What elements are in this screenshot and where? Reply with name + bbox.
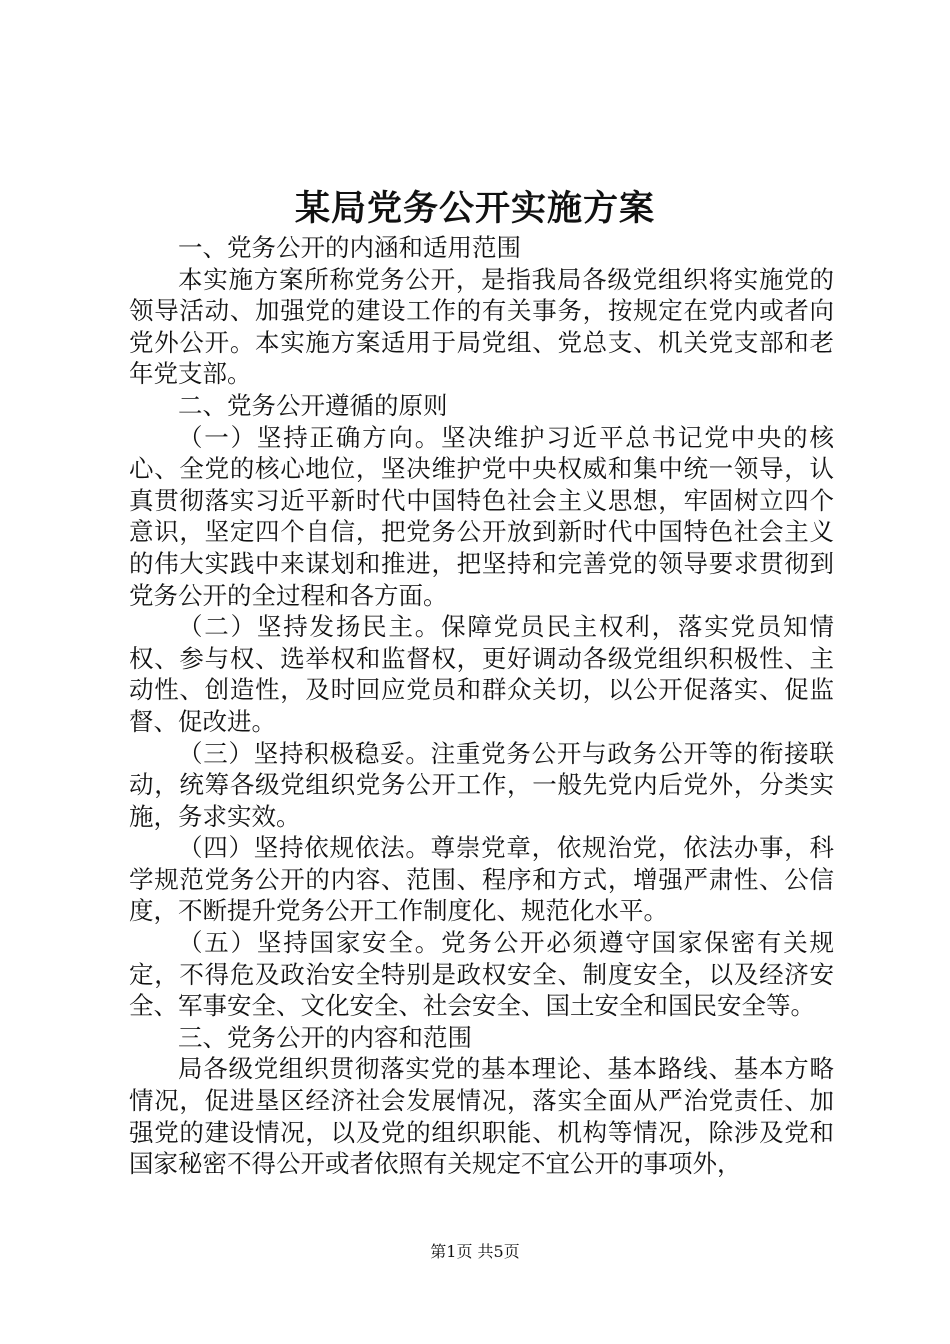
paragraph-content-scope: 局各级党组织贯彻落实党的基本理论、基本路线、基本方略情况，促进垦区经济社会发展情况，落实全面从严治党责任、加强党的建设情况，以及党的组织职能、机构等情况，除涉及党和国家秘密不得公开或者依照有关规定不宜公开的事项外， xyxy=(129,1054,834,1179)
section-heading-1: 一、党务公开的内涵和适用范围 xyxy=(178,233,521,262)
principle-1-paragraph: （一）坚持正确方向。坚决维护习近平总书记党中央的核心、全党的核心地位，坚决维护党中央权威和集中统一领导，认真贯彻落实习近平新时代中国特色社会主义思想，牢固树立四个意识，坚定四个自信，把党务公开放到新时代中国特色社会主义的伟大实践中来谋划和推进，把坚持和完善党的领导要求贯彻到党务公开的全过程和各方面。 xyxy=(129,422,834,610)
paragraph-definition: 本实施方案所称党务公开，是指我局各级党组织将实施党的领导活动、加强党的建设工作的有关事务，按规定在党内或者向党外公开。本实施方案适用于局党组、党总支、机关党支部和老年党支部。 xyxy=(129,264,834,389)
document-title: 某局党务公开实施方案 xyxy=(294,188,655,229)
principle-5-paragraph: （五）坚持国家安全。党务公开必须遵守国家保密有关规定，不得危及政治安全特别是政权安全、制度安全，以及经济安全、军事安全、文化安全、社会安全、国土安全和国民安全等。 xyxy=(129,928,834,1021)
principle-2-paragraph: （二）坚持发扬民主。保障党员民主权利，落实党员知情权、参与权、选举权和监督权，更好调动各级党组织积极性、主动性、创造性，及时回应党员和群众关切，以公开促落实、促监督、促改进。 xyxy=(129,612,834,736)
section-heading-2: 二、党务公开遵循的原则 xyxy=(178,390,448,420)
section-heading-3: 三、党务公开的内容和范围 xyxy=(178,1022,472,1052)
principle-4-paragraph: （四）坚持依规依法。尊崇党章，依规治党，依法办事，科学规范党务公开的内容、范围、程序和方式，增强严肃性、公信度，不断提升党务公开工作制度化、规范化水平。 xyxy=(129,833,834,926)
document-body xyxy=(129,232,834,1180)
principle-3-paragraph: （三）坚持积极稳妥。注重党务公开与政务公开等的衔接联动，统筹各级党组织党务公开工作，一般先党内后党外，分类实施，务求实效。 xyxy=(129,738,834,831)
page-number-footer: 第1页 共5页 xyxy=(430,1242,520,1261)
